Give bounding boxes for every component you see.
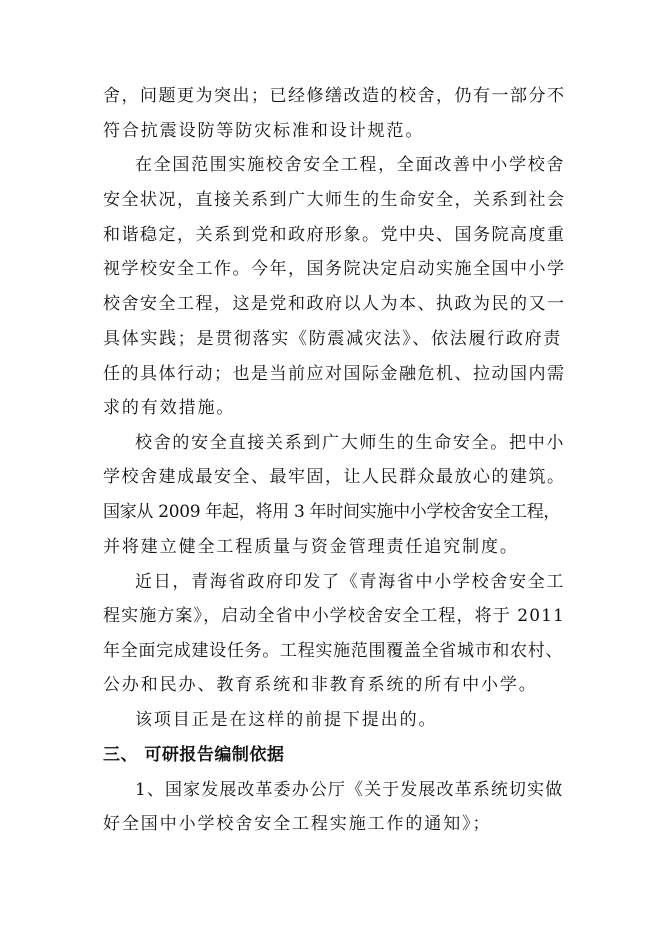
section-heading: 三、 可研报告编制依据 <box>103 745 285 765</box>
text-line: 符合抗震设防等防灾标准和设计规范。 <box>103 121 425 141</box>
paragraph-start-line: 校舍的安全直接关系到广大师生的生命安全。把中小 <box>135 433 566 453</box>
text-line: 国家从 2009 年起，将用 3 年时间实施中小学校舍安全工程， <box>103 502 561 522</box>
text-line: 公办和民办、教育系统和非教育系统的所有中小学。 <box>103 675 538 695</box>
text-line: 视学校安全工作。今年，国务院决定启动实施全国中小学 <box>103 259 566 279</box>
text-line: 好全国中小学校舍安全工程实施工作的通知》； <box>103 814 492 834</box>
paragraph-start-line: 1、国家发展改革委办公厅《关于发展改革系统切实做 <box>135 780 564 800</box>
paragraph-start-line: 该项目正是在这样的前提下提出的。 <box>135 710 438 730</box>
text-line: 年全面完成建设任务。工程实施范围覆盖全省城市和农村、 <box>103 641 564 661</box>
text-line: 校舍安全工程，这是党和政府以人为本、执政为民的又一 <box>103 294 566 314</box>
text-line: 舍，问题更为突出；已经修缮改造的校舍，仍有一部分不 <box>103 86 566 106</box>
text-line: 并将建立健全工程质量与资金管理责任追究制度。 <box>103 537 519 557</box>
text-line: 安全状况，直接关系到广大师生的生命安全，关系到社会 <box>103 190 566 210</box>
text-line: 求的有效措施。 <box>103 398 236 418</box>
paragraph-start-line: 近日，青海省政府印发了《青海省中小学校舍安全工 <box>135 572 566 592</box>
text-line: 任的具体行动；也是当前应对国际金融危机、拉动国内需 <box>103 364 566 384</box>
text-line: 程实施方案》，启动全省中小学校舍安全工程，将于 2011 <box>103 606 565 626</box>
text-line: 学校舍建成最安全、最牢固，让人民群众最放心的建筑。 <box>103 467 566 487</box>
paragraph-start-line: 在全国范围实施校舍安全工程，全面改善中小学校舍 <box>135 155 566 175</box>
text-line: 具体实践；是贯彻落实《防震减灾法》、依法履行政府责 <box>103 329 562 349</box>
text-line: 和谐稳定，关系到党和政府形象。党中央、国务院高度重 <box>103 225 566 245</box>
